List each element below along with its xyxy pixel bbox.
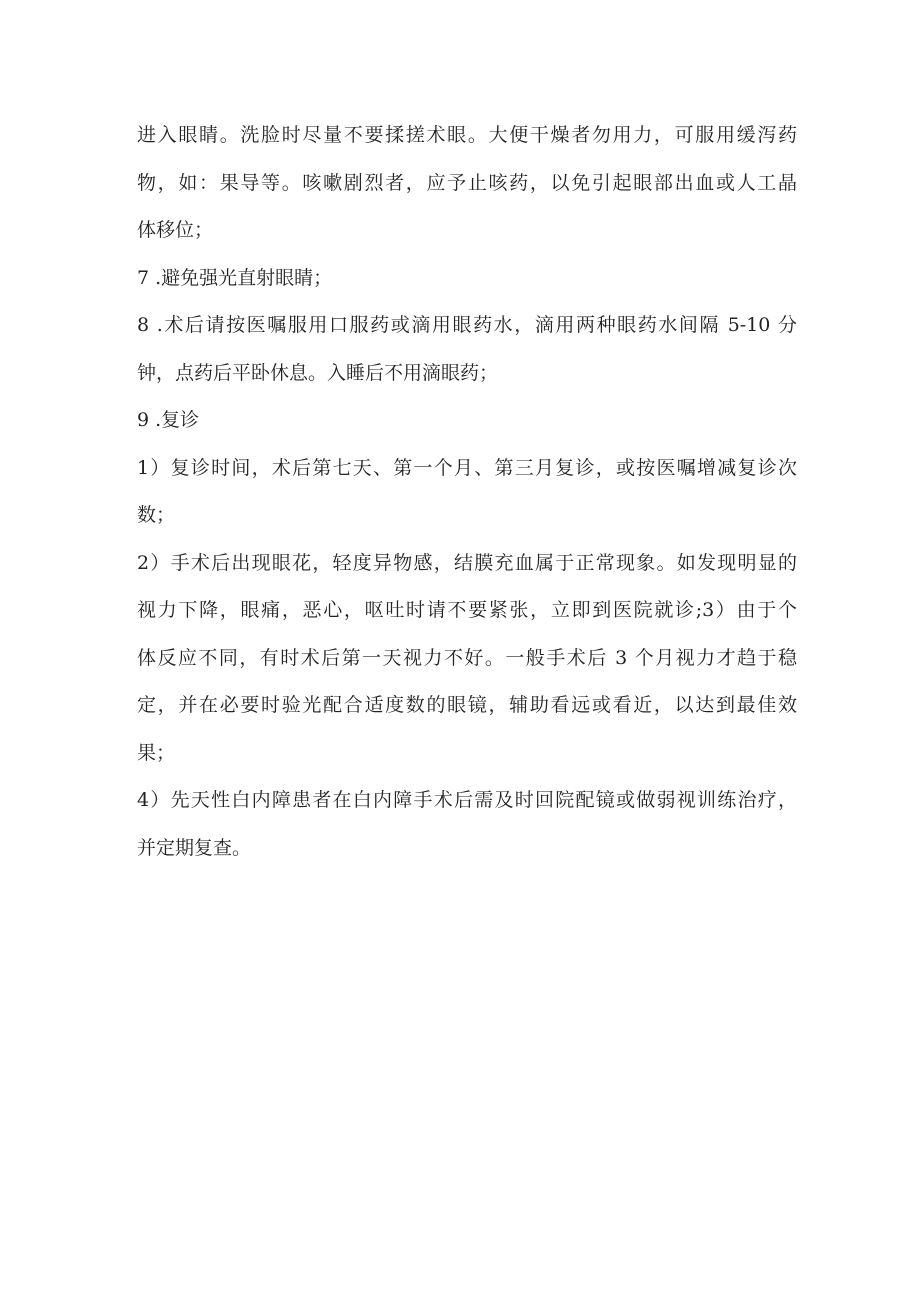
text-line: 并定期复查。 xyxy=(137,836,252,859)
list-item-7: 7 .避免强光直射眼睛； xyxy=(137,266,333,289)
text-line: 物，如：果导等。咳嗽剧烈者，应予止咳药，以免引起眼部出血或人工晶 xyxy=(137,171,797,194)
text-line: 定，并在必要时验光配合适度数的眼镜，辅助看远或看近，以达到最佳效 xyxy=(137,694,797,716)
text-line: 数； xyxy=(137,504,176,526)
sub-item-1: 1）复诊时间，术后第七天、第一个月、第三月复诊，或按医嘱增减复诊次 xyxy=(137,456,797,479)
text-line: 视力下降，眼痛，恶心，呕吐时请不要紧张，立即到医院就诊;3）由于个 xyxy=(137,599,797,621)
text-line: 体反应不同，有时术后第一天视力不好。一般手术后 3 个月视力才趋于稳 xyxy=(137,646,797,669)
sub-item-2: 2）手术后出现眼花，轻度异物感，结膜充血属于正常现象。如发现明显的 xyxy=(137,551,797,574)
text-line: 进入眼睛。洗脸时尽量不要揉搓术眼。大便干燥者勿用力，可服用缓泻药 xyxy=(137,124,797,146)
sub-item-4: 4）先天性白内障患者在白内障手术后需及时回院配镜或做弱视训练治疗， xyxy=(137,789,797,811)
list-item-8: 8 .术后请按医嘱服用口服药或滴用眼药水，滴用两种眼药水间隔 5-10 分 xyxy=(137,314,797,336)
text-line: 果； xyxy=(137,741,176,764)
document-body xyxy=(137,112,797,872)
text-line: 钟，点药后平卧休息。入睡后不用滴眼药； xyxy=(137,361,499,384)
text-line: 体移位； xyxy=(137,219,214,241)
list-item-9: 9 .复诊 xyxy=(137,409,200,431)
